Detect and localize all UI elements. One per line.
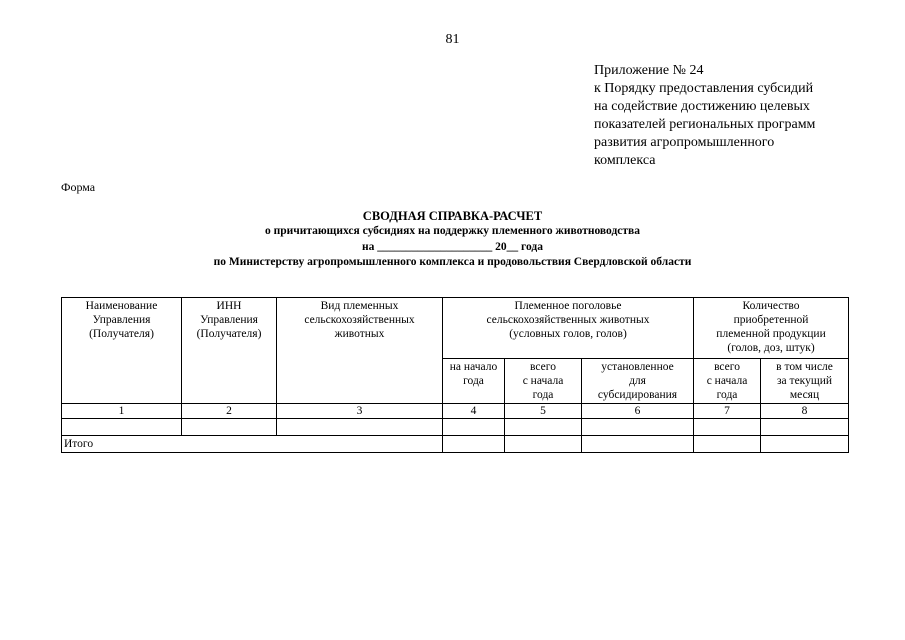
subheader-purchased-total	[694, 359, 761, 404]
table-cell	[761, 436, 849, 453]
header-text: года	[716, 389, 738, 401]
column-number: 7	[694, 404, 761, 419]
header-text: месяц	[789, 389, 820, 401]
appendix-line: Приложение № 24	[594, 63, 704, 78]
table-cell	[505, 436, 582, 453]
header-text: в том числе	[776, 361, 833, 373]
header-text: животных	[334, 328, 385, 340]
header-text: Вид племенных	[320, 300, 399, 312]
table-cell	[277, 419, 443, 436]
header-text: (условных голов, голов)	[509, 328, 627, 340]
header-text: с начала	[522, 375, 564, 387]
form-label: Форма	[61, 180, 96, 194]
summary-table	[61, 297, 849, 453]
subheader-current-month	[761, 359, 849, 404]
appendix-line: к Порядку предоставления субсидий	[594, 81, 814, 96]
table-cell	[505, 419, 582, 436]
header-text: для	[629, 375, 646, 387]
column-number: 6	[582, 404, 694, 419]
column-number: 1	[62, 404, 182, 419]
table-cell	[761, 419, 849, 436]
appendix-line: комплекса	[594, 153, 656, 168]
header-breeding-livestock	[443, 298, 694, 359]
subheader-total-since-year-start	[505, 359, 582, 404]
total-label: Итого	[62, 436, 443, 453]
header-text: года	[463, 375, 484, 387]
document-subtitle: о причитающихся субсидиях на поддержку племенного животноводства	[264, 225, 641, 237]
header-text: всего	[714, 361, 740, 373]
column-number: 3	[277, 404, 443, 419]
header-text: всего	[530, 361, 556, 373]
column-number: 5	[505, 404, 582, 419]
header-recipient-name	[62, 298, 182, 404]
header-text: (голов, доз, штук)	[727, 342, 815, 354]
header-text: Управления	[92, 314, 151, 326]
header-text: за текущий	[777, 375, 833, 387]
table-row	[62, 419, 849, 436]
table-cell	[694, 436, 761, 453]
table-cell	[694, 419, 761, 436]
document-heading	[0, 208, 905, 271]
header-text: сельскохозяйственных	[304, 314, 415, 326]
subheader-set-for-subsidy	[582, 359, 694, 404]
header-purchased-products	[694, 298, 849, 359]
header-text: субсидирования	[597, 389, 678, 401]
header-text: Управления	[200, 314, 258, 326]
header-text: Племенное поголовье	[514, 300, 622, 312]
column-number-row	[62, 404, 849, 419]
table-cell	[182, 419, 277, 436]
document-ministry: по Министерству агропромышленного комплекса и продовольствия Свердловской области	[213, 256, 692, 268]
document-period: на ____________________ 20__ года	[362, 240, 543, 253]
header-text: года	[532, 389, 554, 401]
header-text: Количество	[742, 300, 800, 312]
total-row	[62, 436, 849, 453]
appendix-line: на содействие достижению целевых	[594, 99, 810, 114]
header-text: ИНН	[216, 300, 242, 312]
header-animal-type	[277, 298, 443, 404]
table-cell	[582, 436, 694, 453]
header-text: (Получателя)	[89, 328, 154, 340]
page-number: 81	[445, 32, 460, 47]
header-text: сельскохозяйственных животных	[486, 314, 650, 326]
column-number: 2	[182, 404, 277, 419]
table-cell	[443, 436, 505, 453]
header-text: с начала	[706, 375, 748, 387]
header-text: на начало	[449, 361, 498, 373]
header-text: приобретенной	[733, 314, 809, 326]
table-cell	[443, 419, 505, 436]
table-cell	[62, 419, 182, 436]
column-number: 8	[761, 404, 849, 419]
appendix-note	[594, 62, 884, 170]
header-row	[62, 298, 849, 359]
header-text: установленное	[601, 361, 674, 373]
appendix-line: показателей региональных программ	[594, 117, 816, 132]
header-text: Наименование	[85, 300, 158, 312]
header-inn	[182, 298, 277, 404]
document-title: СВОДНАЯ СПРАВКА-РАСЧЕТ	[362, 209, 543, 223]
appendix-line: развития агропромышленного	[594, 135, 775, 150]
header-text: племенной продукции	[716, 328, 826, 340]
subheader-start-of-year	[443, 359, 505, 404]
header-text: (Получателя)	[196, 328, 262, 340]
column-number: 4	[443, 404, 505, 419]
table-cell	[582, 419, 694, 436]
